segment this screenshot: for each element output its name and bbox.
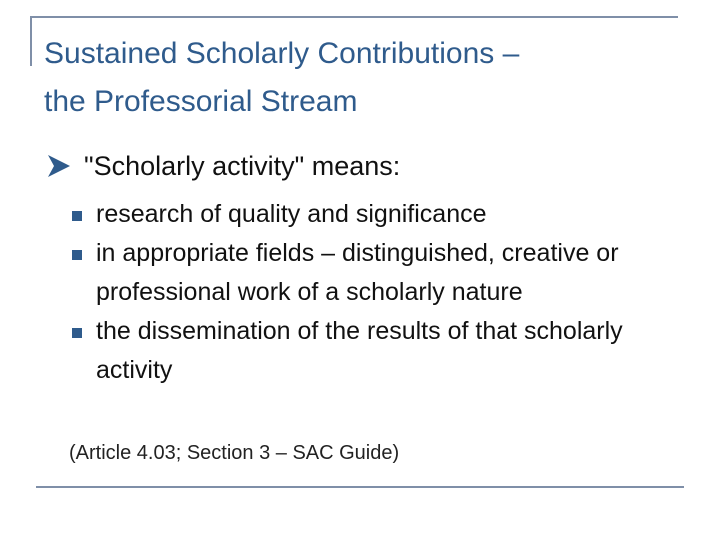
arrow-bullet-icon: [44, 148, 84, 184]
square-bullet-icon: [72, 312, 96, 351]
square-bullet-icon: [72, 234, 96, 273]
list-item: [72, 312, 682, 390]
slide-title: [44, 30, 684, 126]
main-bullet: [44, 148, 684, 184]
slide-title-line-2: the Professorial Stream: [44, 85, 358, 118]
top-frame-line: [30, 16, 678, 18]
list-item: [72, 195, 682, 234]
list-item-text: in appropriate fields – distinguished, creative or professional work of a scholarly nature: [96, 239, 619, 306]
list-item-text: the dissemination of the results of that scholarly activity: [96, 317, 623, 384]
slide-title-line-1: Sustained Scholarly Contributions –: [44, 37, 520, 70]
left-frame-line: [30, 16, 32, 66]
square-bullet-icon: [72, 195, 96, 234]
list-item: [72, 234, 682, 312]
sub-bullet-list: [72, 195, 682, 390]
bottom-frame-line: [36, 486, 684, 488]
list-item-text: research of quality and significance: [96, 200, 487, 228]
citation-text: (Article 4.03; Section 3 – SAC Guide): [69, 442, 400, 464]
main-bullet-text: "Scholarly activity" means:: [84, 151, 401, 181]
